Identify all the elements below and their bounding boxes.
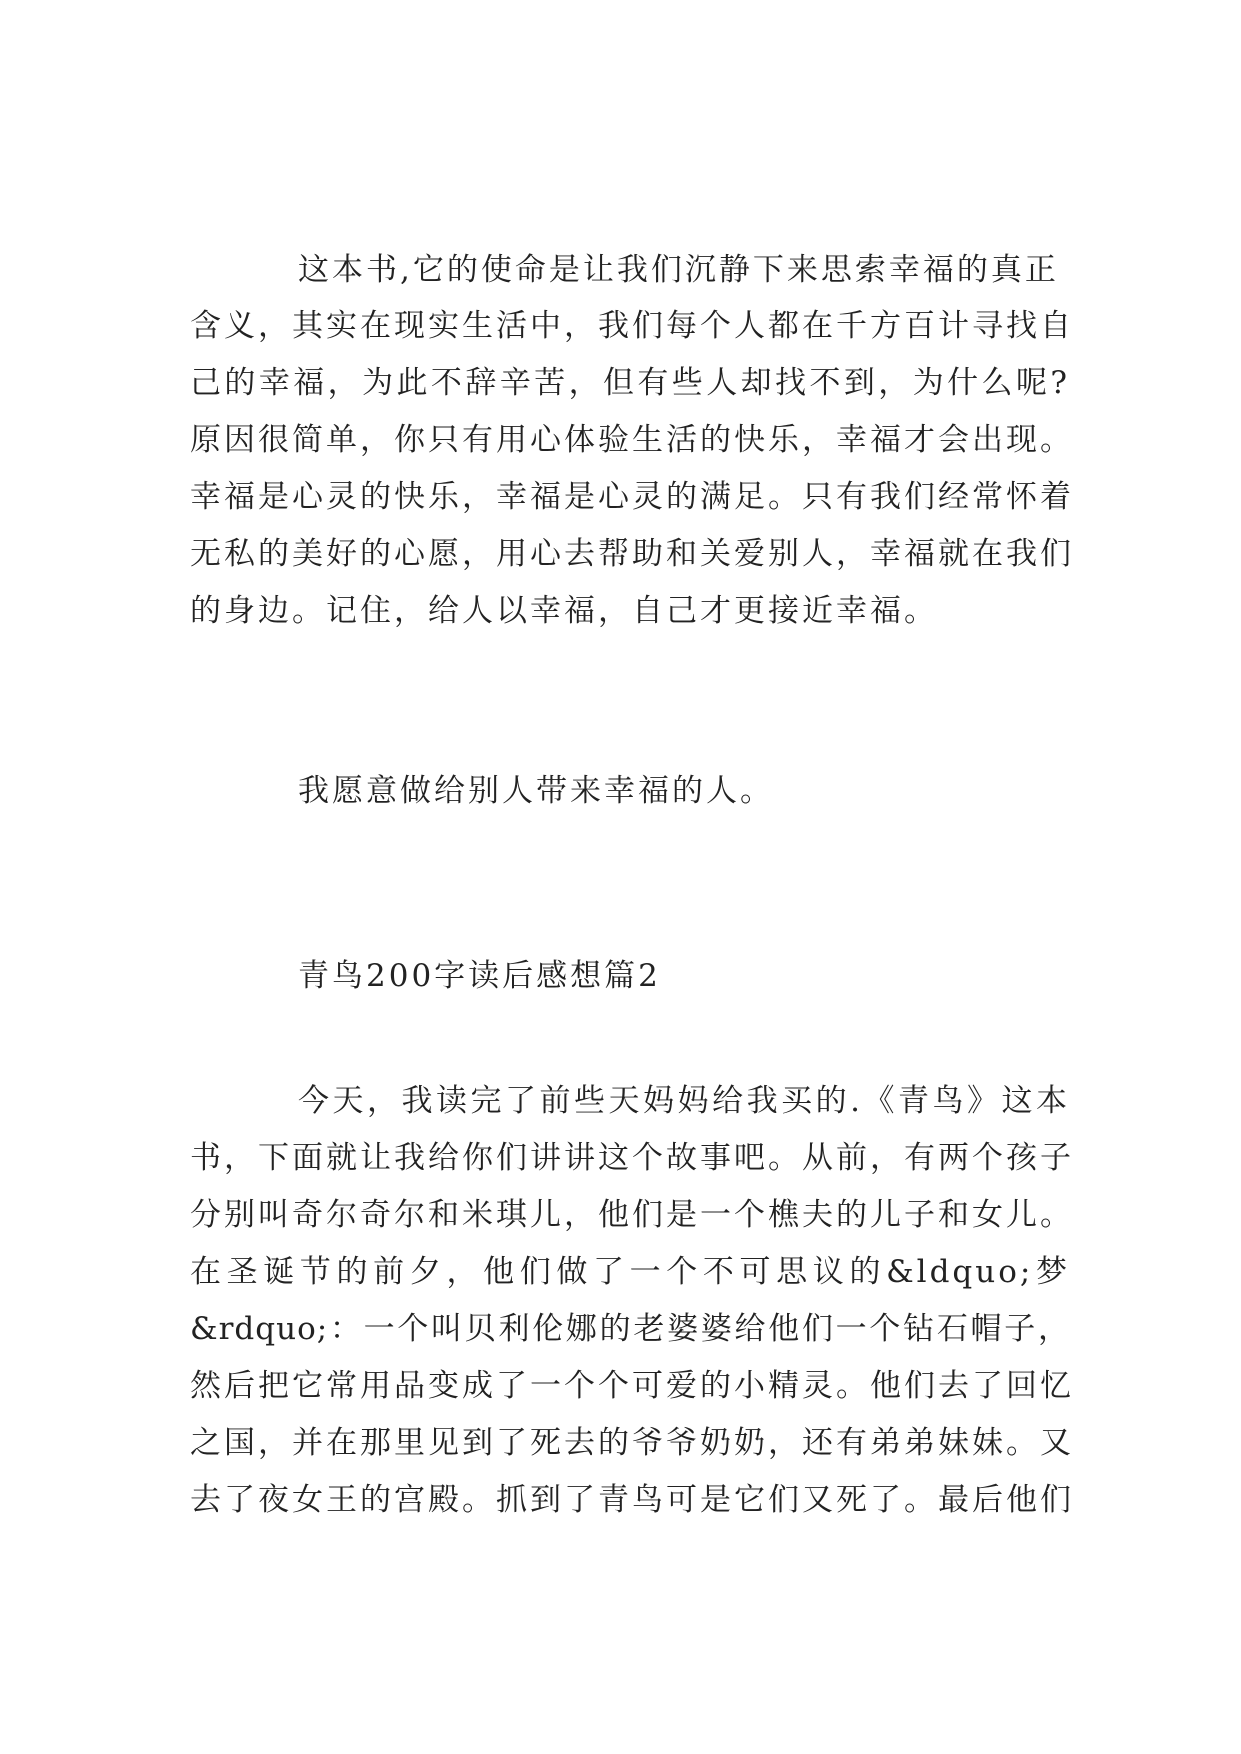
text-line: 然后把它常用品变成了一个个可爱的小精灵。他们去了回忆 [190, 1368, 1074, 1404]
text-line: 在圣诞节的前夕，他们做了一个不可思议的&ldquo;梦 [190, 1254, 1070, 1290]
text-line: &rdquo;：一个叫贝利伦娜的老婆婆给他们一个钻石帽子， [190, 1311, 1070, 1347]
text-line: 幸福是心灵的快乐，幸福是心灵的满足。只有我们经常怀着 [190, 479, 1074, 515]
text-line: 去了夜女王的宫殿。抓到了青鸟可是它们又死了。最后他们 [190, 1482, 1074, 1518]
text-line: 己的幸福，为此不辞辛苦，但有些人却找不到，为什么呢? [190, 365, 1070, 401]
text-line: 今天，我读完了前些天妈妈给我买的.《青鸟》这本 [298, 1083, 1070, 1119]
text-line: 含义，其实在现实生活中，我们每个人都在千方百计寻找自 [190, 308, 1074, 344]
text-line: 分别叫奇尔奇尔和米琪儿，他们是一个樵夫的儿子和女儿。 [190, 1197, 1074, 1233]
text-line: 原因很简单，你只有用心体验生活的快乐，幸福才会出现。 [190, 422, 1074, 458]
paragraph-wish: 我愿意做给别人带来幸福的人。 [298, 773, 774, 809]
text-line: 无私的美好的心愿，用心去帮助和关爱别人，幸福就在我们 [190, 536, 1074, 572]
text-line: 的身边。记住，给人以幸福，自己才更接近幸福。 [190, 593, 938, 629]
section-heading: 青鸟200字读后感想篇2 [298, 958, 661, 994]
text-line: 之国，并在那里见到了死去的爷爷奶奶，还有弟弟妹妹。又 [190, 1425, 1074, 1461]
text-line: 这本书,它的使命是让我们沉静下来思索幸福的真正 [298, 252, 1059, 288]
text-line: 书，下面就让我给你们讲讲这个故事吧。从前，有两个孩子 [190, 1140, 1074, 1176]
